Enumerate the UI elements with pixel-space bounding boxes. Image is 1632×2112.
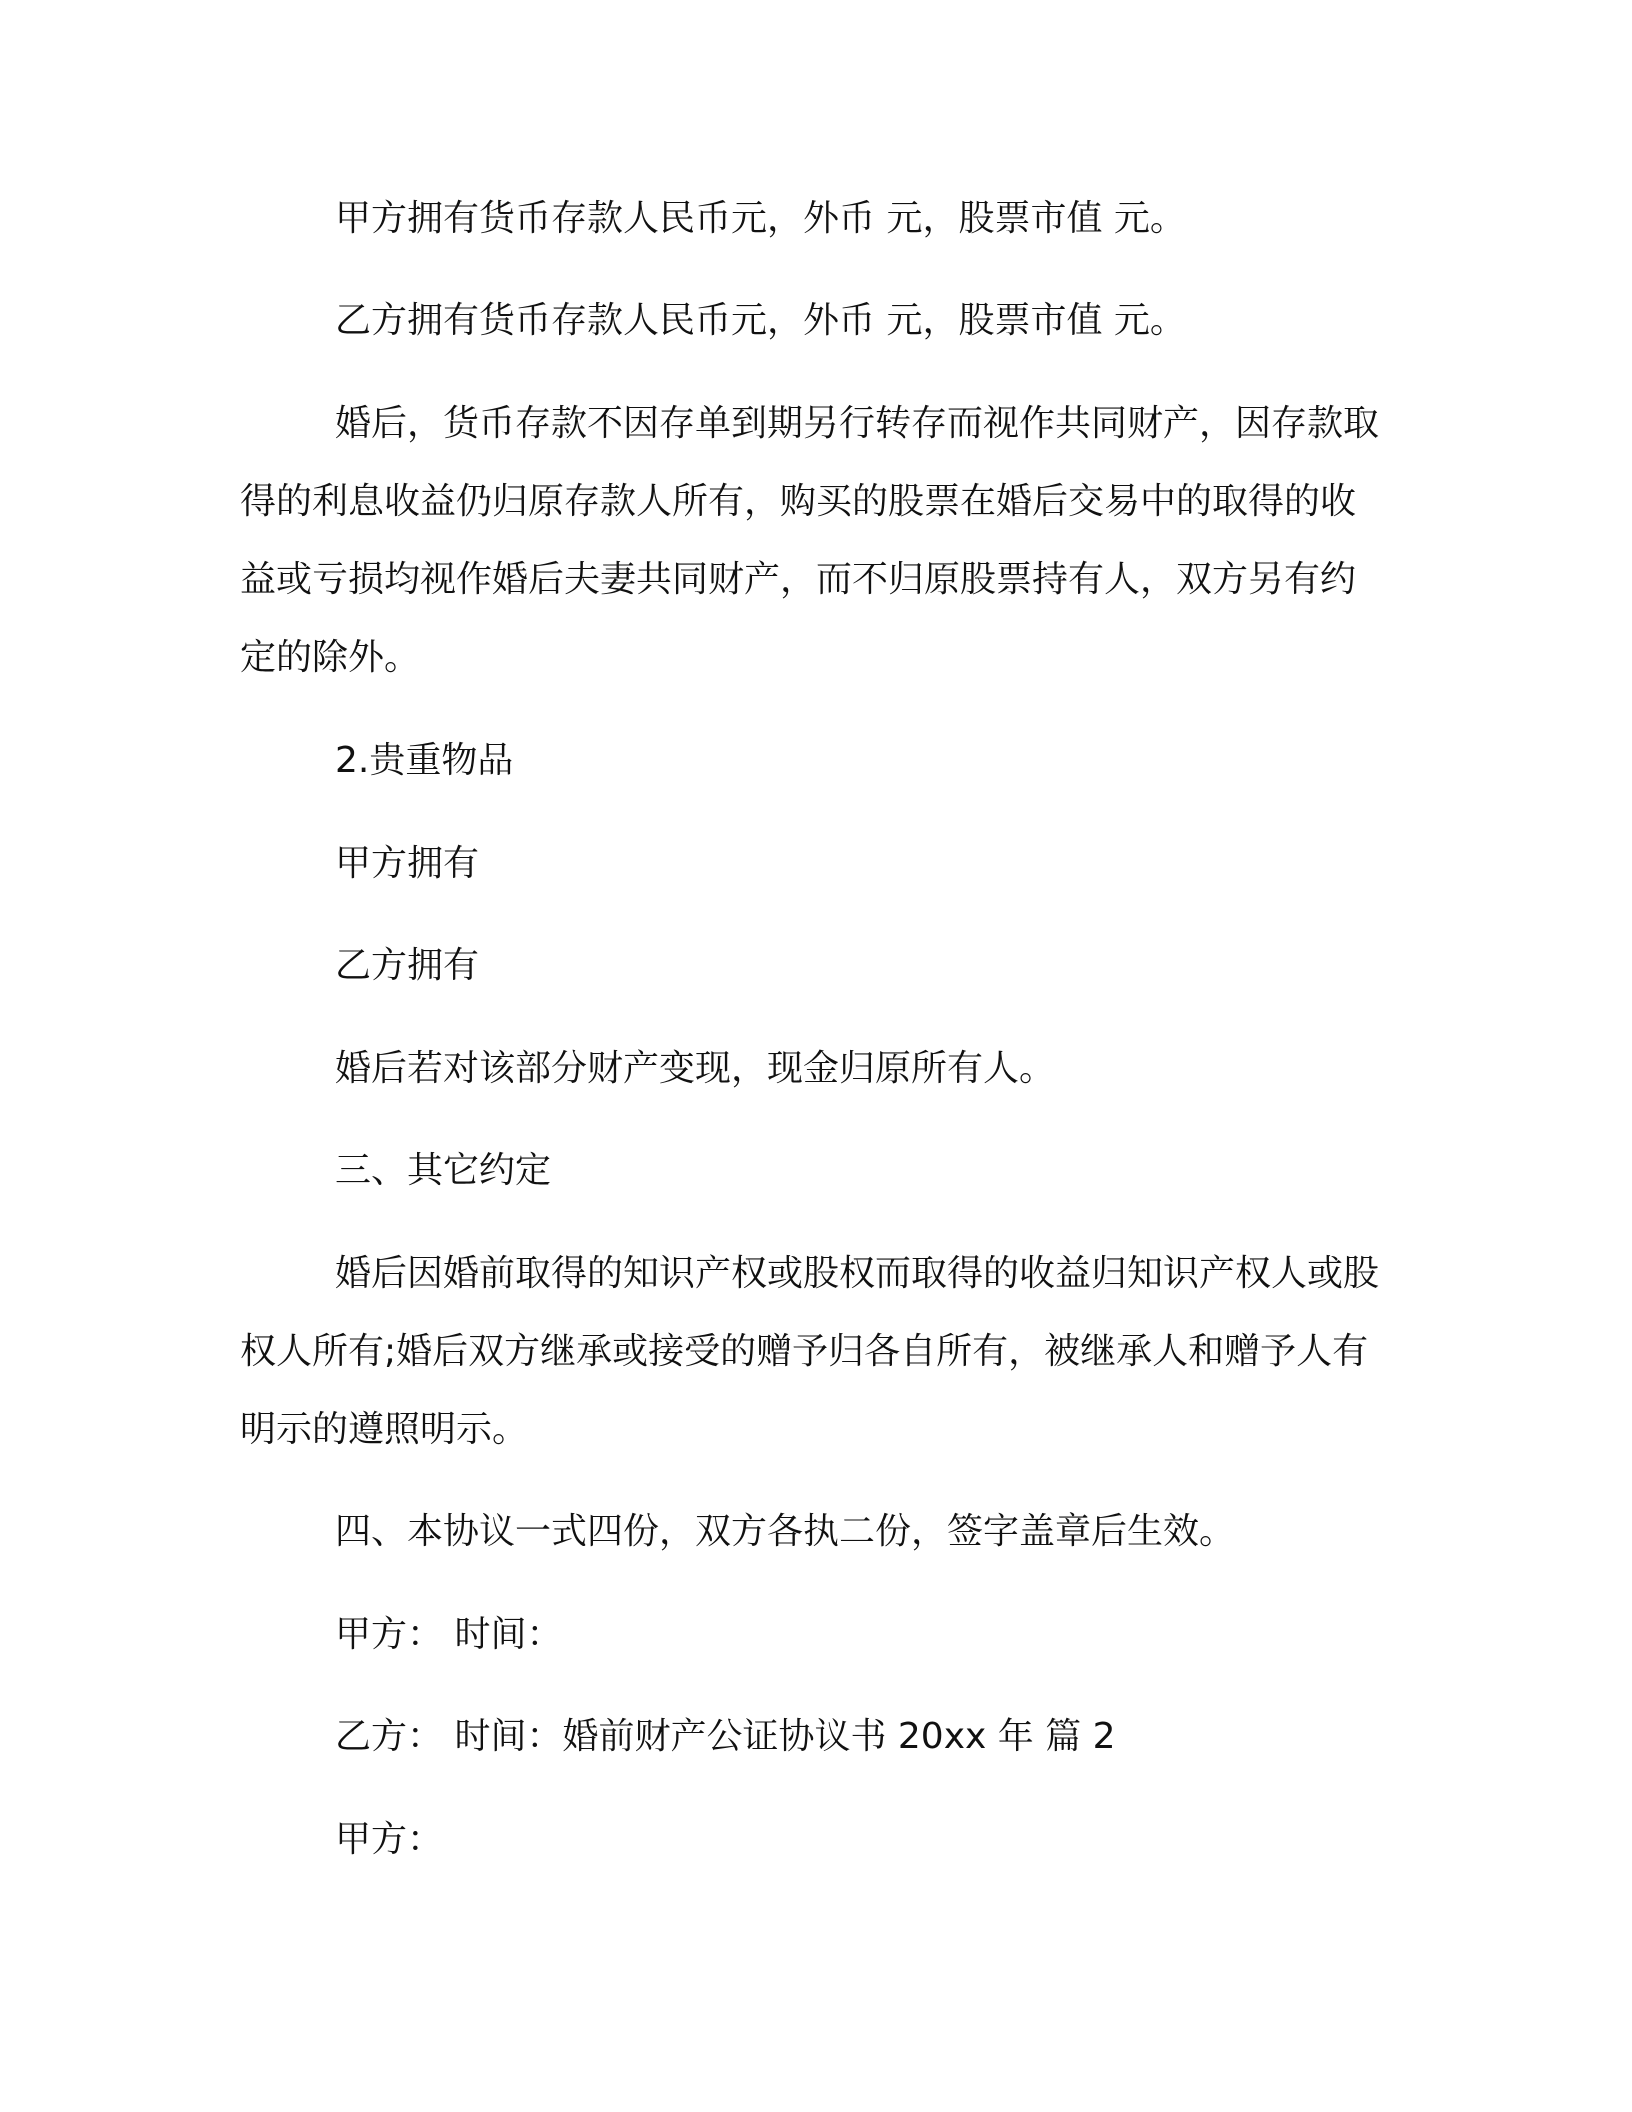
paragraph-ip-equity: 婚后因婚前取得的知识产权或股权而取得的收益归知识产权人或股权人所有;婚后双方继承或接受的赠予归各自所有，被继承人和赠予人有明示的遵照明示。 [240, 1253, 1380, 1450]
paragraph-party-b-deposits: 乙方拥有货币存款人民币元，外币 元，股票市值 元。 [335, 300, 1186, 341]
signature-line-party-a: 甲方： 时间： [335, 1614, 563, 1655]
paragraph-party-b-owns: 乙方拥有 [335, 945, 480, 986]
section-heading-valuables: 2.贵重物品 [335, 740, 514, 781]
signature-line-party-b: 乙方： 时间：婚前财产公证协议书 20xx 年 篇 2 [335, 1716, 1116, 1757]
paragraph-party-a-deposits: 甲方拥有货币存款人民币元，外币 元，股票市值 元。 [335, 198, 1186, 239]
paragraph-deposit-terms: 婚后，货币存款不因存单到期另行转存而视作共同财产，因存款取得的利息收益仍归原存款人所有，购买的股票在婚后交易中的取得的收益或亏损均视作婚后夫妻共同财产，而不归原股票持有人，双方另有约定的除外。 [240, 403, 1380, 678]
party-a-label: 甲方： [335, 1819, 444, 1860]
section-heading-other-terms: 三、其它约定 [335, 1150, 552, 1191]
paragraph-liquidation: 婚后若对该部分财产变现，现金归原所有人。 [335, 1048, 1056, 1089]
paragraph-copies: 四、本协议一式四份，双方各执二份，签字盖章后生效。 [335, 1511, 1236, 1552]
paragraph-party-a-owns: 甲方拥有 [335, 843, 480, 884]
